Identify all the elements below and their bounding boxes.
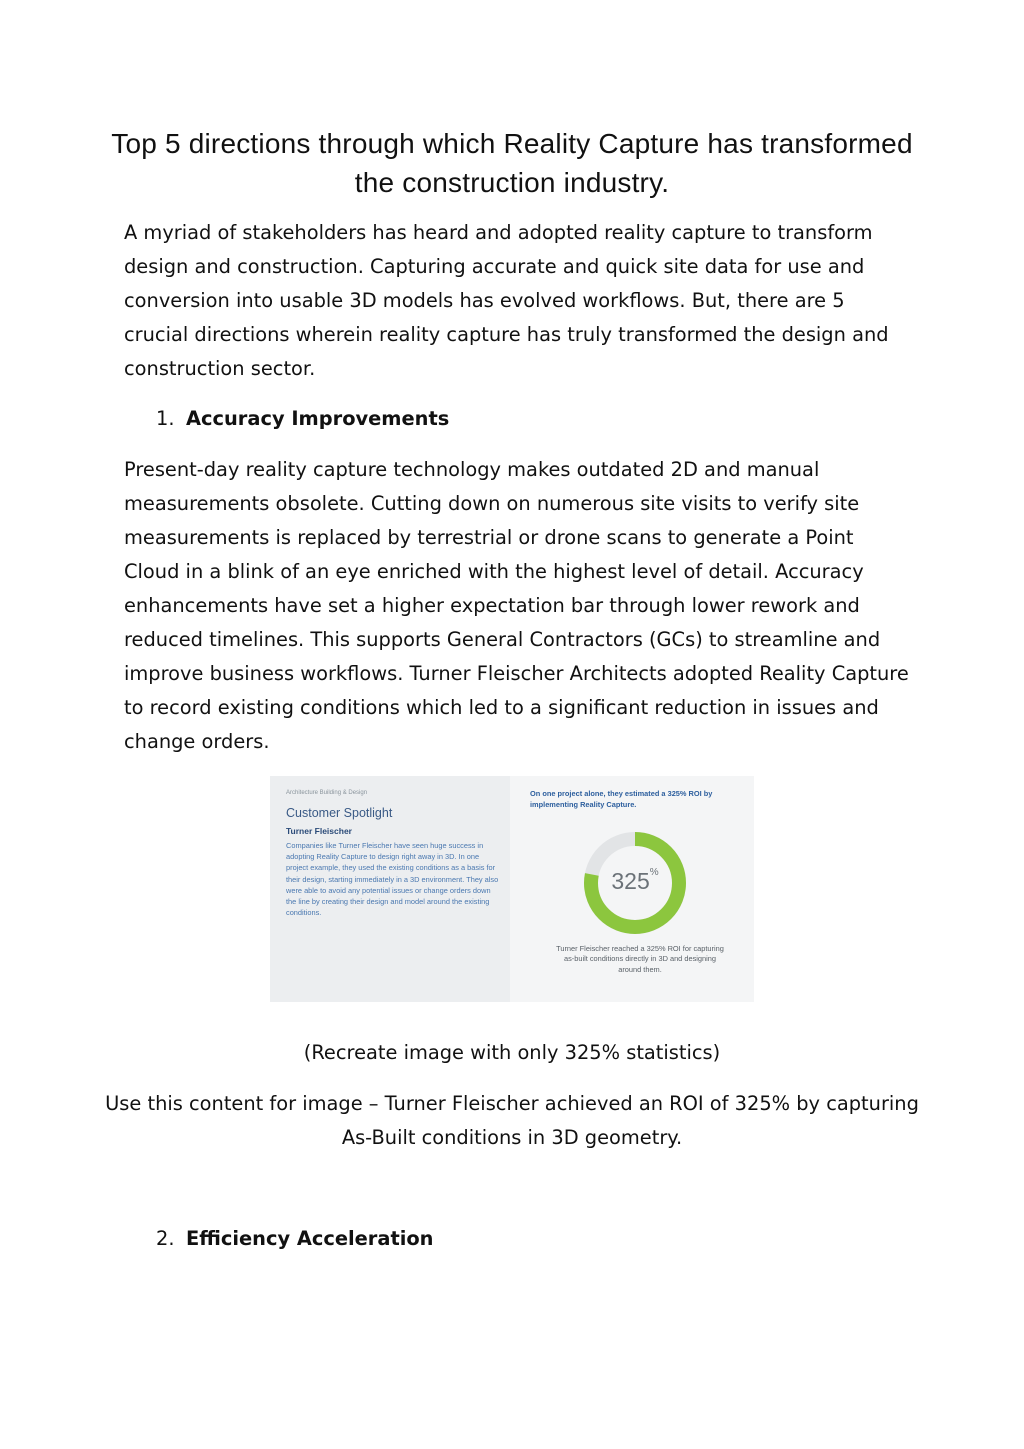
section-heading-accuracy (156, 404, 449, 434)
customer-spotlight-figure (270, 776, 754, 1002)
intro-paragraph: A myriad of stakeholders has heard and adopted reality capture to transform design and construction. Capturing accurate and quick site data for use and conversion into usable 3D models has evolved workflows. But, there are 5 crucial directions wherein reality capture has truly transformed the design and construction sector. (124, 221, 889, 380)
section-number: 1. (156, 407, 175, 430)
section-heading-efficiency (156, 1224, 434, 1254)
gauge-unit: % (649, 867, 659, 878)
document-title: Top 5 directions through which Reality Capture has transformed the construction industry. (111, 128, 913, 198)
figure-right-panel (510, 776, 754, 1002)
figure-left-panel (270, 776, 510, 1002)
figure-heading: Customer Spotlight (286, 806, 393, 820)
section-heading-text: Accuracy Improvements (186, 407, 450, 430)
accuracy-paragraph: Present-day reality capture technology makes outdated 2D and manual measurements obsolete. Cutting down on numerous site visits to verify site measurements is replaced by terrestrial or drone scans to generate a Point Cloud in a blink of an eye enriched with the highest level of detail. Accuracy enhancements have set a higher expectation bar through lower rework and reduced timelines. This supports General Contractors (GCs) to streamline and improve business workflows. Turner Fleischer Architects adopted Reality Capture to record existing conditions which led to a significant reduction in issues and change orders. (124, 458, 909, 753)
section-heading-text: Efficiency Acceleration (186, 1227, 434, 1250)
figure-category: Architecture Building & Design (286, 790, 368, 796)
section-number: 2. (156, 1227, 175, 1250)
figure-note: Turner Fleischer reached a 325% ROI for capturing as-built conditions directly in 3D and designing around them. (556, 944, 724, 974)
image-caption-content: Use this content for image – Turner Fleischer achieved an ROI of 325% by capturing As-Built conditions in 3D geometry. (105, 1092, 919, 1149)
gauge-value (580, 868, 690, 895)
figure-quote: On one project alone, they estimated a 325% ROI by implementing Reality Capture. (530, 789, 713, 809)
figure-company: Turner Fleischer (286, 826, 352, 836)
figure-body: Companies like Turner Fleischer have seen huge success in adopting Reality Capture to design right away in 3D. In one project example, they used the existing conditions as a basis for their design, starting immediately in a 3D environment. They also were able to avoid any potential issues or change orders down the line by creating their design and model around the existing conditions. (286, 841, 499, 918)
gauge-number: 325 (611, 868, 650, 894)
image-caption-note: (Recreate image with only 325% statistics) (303, 1041, 721, 1064)
